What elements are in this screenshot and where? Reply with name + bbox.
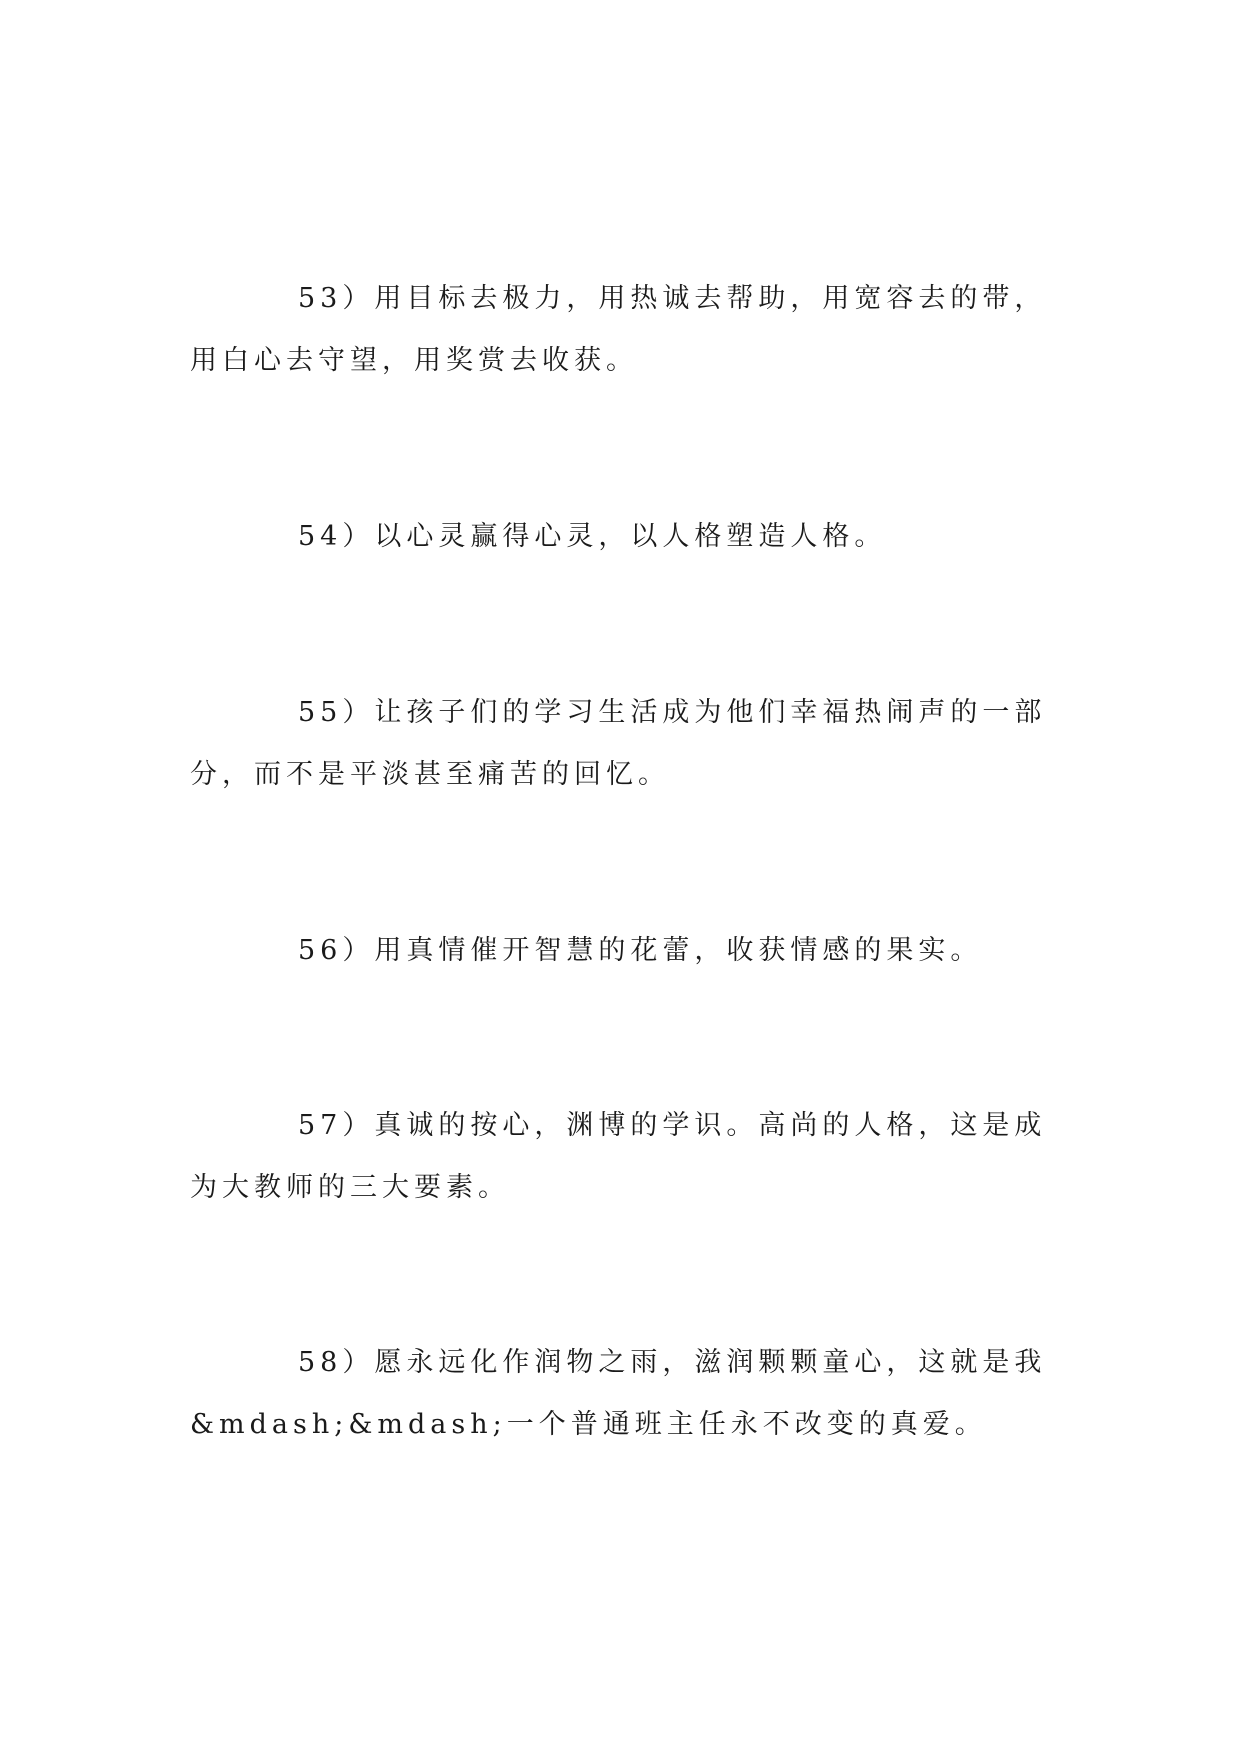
paragraph-57: 57）真诚的按心，渊博的学识。高尚的人格，这是成为大教师的三大要素。: [190, 1110, 1047, 1203]
paragraph-55: 55）让孩子们的学习生活成为他们幸福热闹声的一部分，而不是平淡甚至痛苦的回忆。: [190, 697, 1047, 790]
paragraph-58: 58）愿永远化作润物之雨，滋润颗颗童心，这就是我&mdash;&mdash;一个普通班主任永不改变的真爱。: [190, 1347, 1047, 1440]
paragraph-56: 56）用真情催开智慧的花蕾，收获情感的果实。: [298, 935, 983, 966]
paragraph-54: 54）以心灵赢得心灵，以人格塑造人格。: [298, 521, 887, 552]
paragraph-53: 53）用目标去极力，用热诚去帮助，用宽容去的带，用白心去守望，用奖赏去收获。: [190, 283, 1047, 376]
